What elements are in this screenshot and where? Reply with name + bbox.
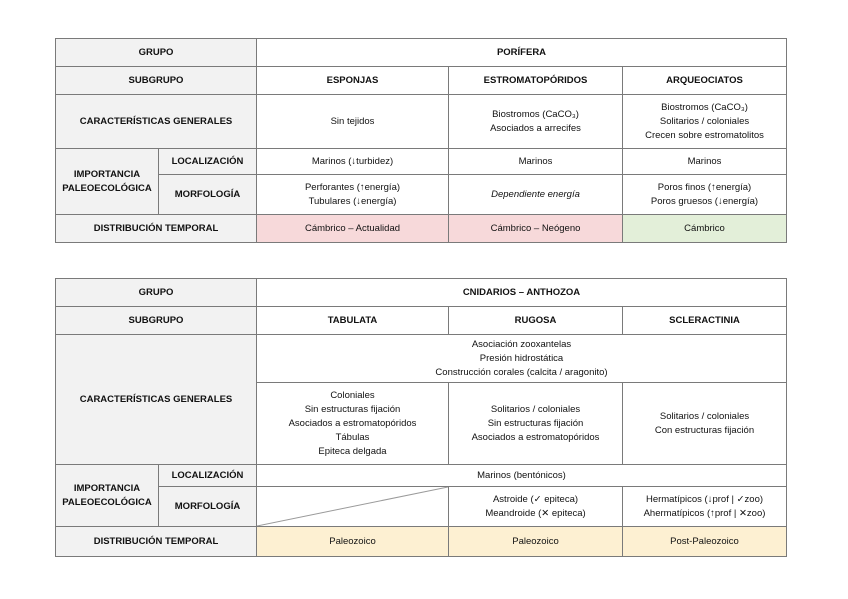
characteristic-line: Coloniales bbox=[330, 389, 375, 401]
porifera-table bbox=[55, 38, 787, 243]
location-all: Marinos (bentónicos) bbox=[257, 465, 787, 487]
characteristics-rugosa bbox=[449, 383, 623, 465]
morphology-rugosa bbox=[449, 487, 623, 527]
morphology-line: Ahermatípicos (↑prof | ✕zoo) bbox=[643, 507, 766, 519]
morphology-label: MORFOLOGÍA bbox=[159, 487, 257, 527]
characteristic-line: Asociados a estromatopóridos bbox=[471, 431, 600, 443]
cnidarios-table bbox=[55, 278, 787, 557]
distribution-label: DISTRIBUCIÓN TEMPORAL bbox=[56, 215, 257, 243]
location-esponjas: Marinos (↓turbidez) bbox=[257, 149, 449, 175]
characteristic-line: Sin estructuras fijación bbox=[304, 403, 401, 415]
characteristic-line: Asociación zooxantelas bbox=[471, 338, 572, 350]
characteristics-estromatoporidos bbox=[449, 95, 623, 149]
characteristic-line: Solitarios / coloniales bbox=[659, 410, 750, 422]
morphology-arqueociatos bbox=[623, 175, 787, 215]
importance-label-line: IMPORTANCIA bbox=[73, 168, 141, 180]
distribution-scleractinia: Post-Paleozoico bbox=[623, 527, 787, 557]
morphology-line: Hermatípicos (↓prof | ✓zoo) bbox=[645, 493, 764, 505]
subgroup-estromatoporidos: ESTROMATOPÓRIDOS bbox=[449, 67, 623, 95]
characteristic-line: Biostromos (CaCO₃) bbox=[492, 108, 579, 120]
characteristic-line: Construcción corales (calcita / aragonito) bbox=[435, 366, 608, 378]
morphology-tabulata-empty bbox=[257, 487, 449, 527]
morphology-scleractinia bbox=[623, 487, 787, 527]
characteristics-label: CARACTERÍSTICAS GENERALES bbox=[56, 95, 257, 149]
characteristic-line: Crecen sobre estromatolitos bbox=[645, 129, 764, 141]
group-label: GRUPO bbox=[56, 39, 257, 67]
subgroup-label: SUBGRUPO bbox=[56, 307, 257, 335]
distribution-estromatoporidos: Cámbrico – Neógeno bbox=[449, 215, 623, 243]
morphology-line: Poros gruesos (↓energía) bbox=[650, 195, 759, 207]
characteristic-line: Sin tejidos bbox=[330, 115, 375, 127]
characteristic-line: Solitarios / coloniales bbox=[490, 403, 581, 415]
morphology-esponjas bbox=[257, 175, 449, 215]
importance-label bbox=[56, 149, 159, 215]
location-label: LOCALIZACIÓN bbox=[159, 465, 257, 487]
characteristic-line: Tábulas bbox=[335, 431, 370, 443]
subgroup-arqueociatos: ARQUEOCIATOS bbox=[623, 67, 787, 95]
characteristics-tabulata bbox=[257, 383, 449, 465]
characteristic-line: Presión hidrostática bbox=[479, 352, 564, 364]
subgroup-esponjas: ESPONJAS bbox=[257, 67, 449, 95]
diagonal-line bbox=[257, 487, 448, 526]
location-estromatoporidos: Marinos bbox=[449, 149, 623, 175]
morphology-line: Astroide (✓ epiteca) bbox=[492, 493, 579, 505]
importance-label-line: IMPORTANCIA bbox=[73, 482, 141, 494]
subgroup-rugosa: RUGOSA bbox=[449, 307, 623, 335]
subgroup-scleractinia: SCLERACTINIA bbox=[623, 307, 787, 335]
morphology-line: Tubulares (↓energía) bbox=[308, 195, 397, 207]
characteristic-line: Solitarios / coloniales bbox=[659, 115, 750, 127]
distribution-rugosa: Paleozoico bbox=[449, 527, 623, 557]
importance-label-line: PALEOECOLÓGICA bbox=[62, 496, 152, 508]
group-value: CNIDARIOS – ANTHOZOA bbox=[257, 279, 787, 307]
importance-label-line: PALEOECOLÓGICA bbox=[62, 182, 152, 194]
morphology-line: Poros finos (↑energía) bbox=[657, 181, 752, 193]
characteristic-line: Asociados a estromatopóridos bbox=[288, 417, 417, 429]
characteristic-line: Asociados a arrecifes bbox=[490, 122, 581, 134]
morphology-line: Meandroide (✕ epiteca) bbox=[485, 507, 586, 519]
morphology-estromatoporidos bbox=[449, 175, 623, 215]
characteristic-line: Biostromos (CaCO₃) bbox=[661, 101, 748, 113]
distribution-esponjas: Cámbrico – Actualidad bbox=[257, 215, 449, 243]
characteristics-esponjas bbox=[257, 95, 449, 149]
importance-label bbox=[56, 465, 159, 527]
characteristic-line: Con estructuras fijación bbox=[654, 424, 755, 436]
characteristics-label: CARACTERÍSTICAS GENERALES bbox=[56, 335, 257, 465]
distribution-tabulata: Paleozoico bbox=[257, 527, 449, 557]
distribution-label: DISTRIBUCIÓN TEMPORAL bbox=[56, 527, 257, 557]
group-value: PORÍFERA bbox=[257, 39, 787, 67]
subgroup-label: SUBGRUPO bbox=[56, 67, 257, 95]
group-label: GRUPO bbox=[56, 279, 257, 307]
location-arqueociatos: Marinos bbox=[623, 149, 787, 175]
common-characteristics bbox=[257, 335, 787, 383]
characteristics-arqueociatos bbox=[623, 95, 787, 149]
characteristic-line: Epiteca delgada bbox=[318, 445, 387, 457]
characteristics-scleractinia bbox=[623, 383, 787, 465]
characteristic-line: Sin estructuras fijación bbox=[487, 417, 584, 429]
distribution-arqueociatos: Cámbrico bbox=[623, 215, 787, 243]
morphology-line: Perforantes (↑energía) bbox=[304, 181, 401, 193]
morphology-label: MORFOLOGÍA bbox=[159, 175, 257, 215]
location-label: LOCALIZACIÓN bbox=[159, 149, 257, 175]
morphology-line: Dependiente energía bbox=[491, 188, 580, 200]
subgroup-tabulata: TABULATA bbox=[257, 307, 449, 335]
